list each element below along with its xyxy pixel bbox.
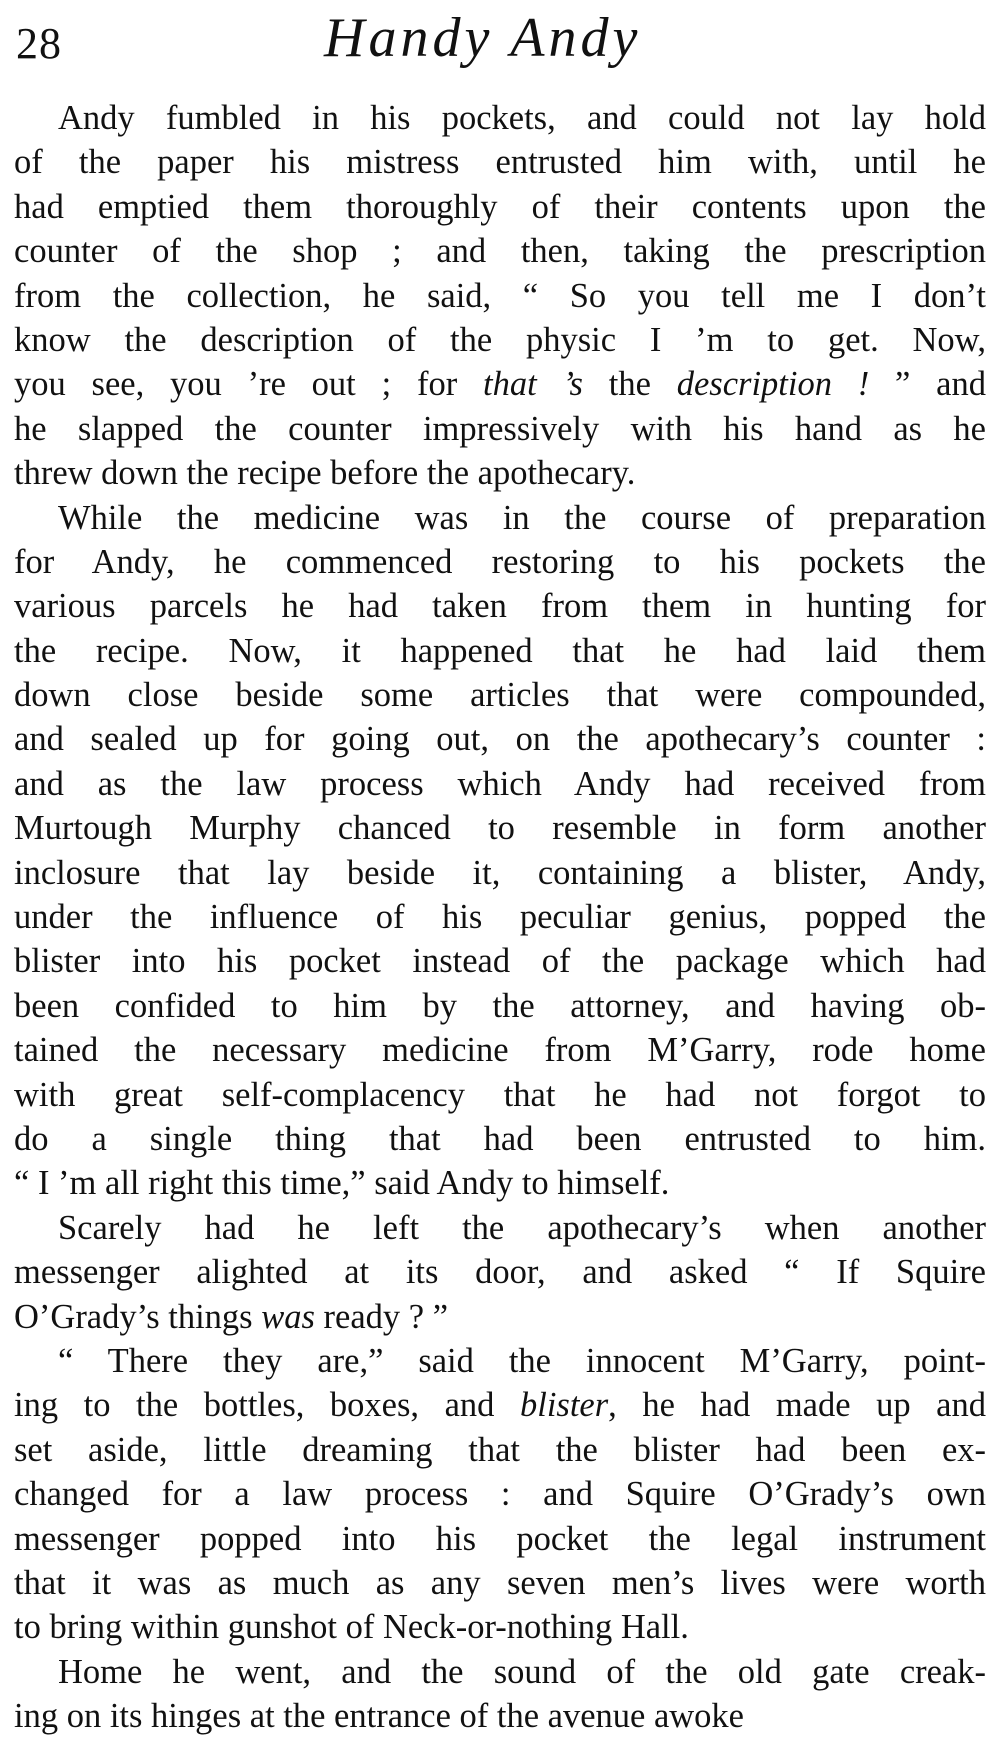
text-line: for Andy, he commenced restoring to his pockets the: [14, 542, 986, 581]
page-number: 28: [16, 19, 62, 68]
text-segment: O’Grady’s things: [14, 1297, 262, 1336]
text-segment: you see, you ’re out ; for: [14, 365, 483, 404]
text-line: the recipe. Now, it happened that he had laid them: [14, 631, 986, 670]
text-line: threw down the recipe before the apothecary.: [14, 454, 636, 493]
text-line: “ There they are,” said the innocent M’Garry, point-: [58, 1341, 986, 1380]
text-line: to bring within gunshot of Neck-or-nothing Hall.: [14, 1608, 689, 1647]
italic-text: description !: [676, 365, 870, 404]
text-segment: , he had made up and: [608, 1386, 986, 1425]
text-line: various parcels he had taken from them in hunting for: [14, 587, 986, 626]
text-line: messenger popped into his pocket the legal instrument: [14, 1519, 986, 1558]
text-line: blister into his pocket instead of the package which had: [14, 942, 986, 981]
text-segment: the: [582, 365, 677, 404]
text-line: and as the law process which Andy had received from: [14, 764, 986, 803]
paragraph: [14, 1206, 986, 1339]
text-segment: ready ? ”: [314, 1297, 449, 1336]
running-title: Handy Andy: [324, 7, 642, 69]
text-line: with great self-complacency that he had not forgot to: [14, 1075, 986, 1114]
text-line: counter of the shop ; and then, taking the prescription: [14, 232, 986, 271]
text-segment: ” and: [869, 365, 986, 404]
running-head: [14, 0, 986, 96]
text-line: had emptied them thoroughly of their contents upon the: [14, 187, 986, 226]
text-line: tained the necessary medicine from M’Garry, rode home: [14, 1031, 986, 1070]
text-line: [14, 362, 986, 406]
text-line: changed for a law process : and Squire O’Grady’s own: [14, 1475, 986, 1514]
text-line: Andy fumbled in his pockets, and could not lay hold: [58, 99, 986, 137]
text-line: Home he went, and the sound of the old gate creak-: [58, 1652, 986, 1691]
text-line: Murtough Murphy chanced to resemble in form another: [14, 809, 986, 848]
text-line: set aside, little dreaming that the blister had been ex-: [14, 1430, 986, 1469]
text-line: While the medicine was in the course of preparation: [58, 498, 986, 537]
book-page: [14, 0, 986, 1755]
italic-text: blister: [519, 1386, 609, 1425]
text-line: [14, 1295, 986, 1339]
italic-text: that ’s: [483, 365, 583, 404]
text-line: inclosure that lay beside it, containing a blister, Andy,: [14, 853, 986, 892]
paragraph: [14, 496, 986, 1206]
text-line: Scarely had he left the apothecary’s when another: [58, 1208, 986, 1247]
text-line: down close beside some articles that were compounded,: [14, 676, 986, 715]
text-line: and sealed up for going out, on the apothecary’s counter :: [14, 720, 986, 759]
text-line: messenger alighted at its door, and asked “ If Squire: [14, 1253, 986, 1292]
text-line: “ I ’m all right this time,” said Andy to himself.: [14, 1164, 670, 1203]
text-line: ing on its hinges at the entrance of the avenue awoke: [14, 1697, 744, 1736]
text-line: under the influence of his peculiar genius, popped the: [14, 898, 986, 937]
text-line: he slapped the counter impressively with his hand as he: [14, 409, 986, 448]
paragraph: [14, 96, 986, 496]
text-line: of the paper his mistress entrusted him with, until he: [14, 143, 986, 182]
text-line: [14, 1383, 986, 1427]
body-text: [14, 96, 986, 1738]
text-line: that it was as much as any seven men’s lives were worth: [14, 1563, 986, 1602]
text-line: do a single thing that had been entrusted to him.: [14, 1119, 986, 1158]
italic-text: was: [261, 1297, 315, 1336]
text-line: from the collection, he said, “ So you tell me I don’t: [14, 276, 986, 315]
text-line: been confided to him by the attorney, and having ob-: [14, 986, 986, 1025]
text-line: know the description of the physic I ’m to get. Now,: [14, 320, 986, 359]
paragraph: [14, 1339, 986, 1650]
text-segment: ing to the bottles, boxes, and: [14, 1386, 520, 1425]
paragraph: [14, 1650, 986, 1739]
